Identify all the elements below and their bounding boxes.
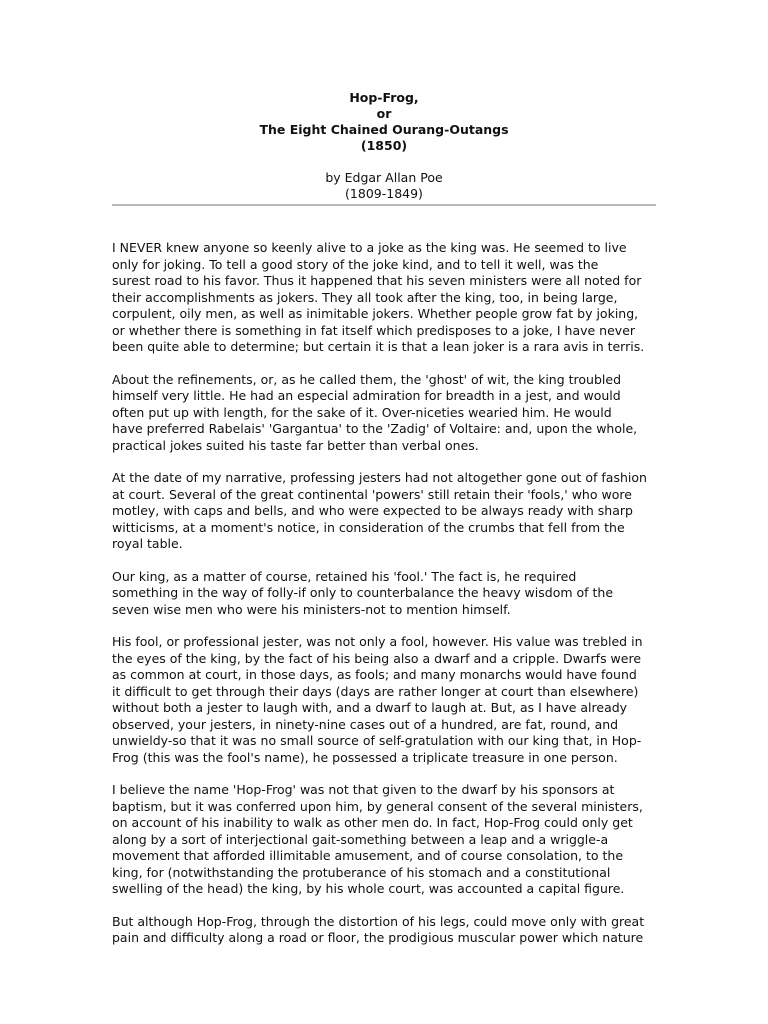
paragraph-line: I believe the name 'Hop-Frog' was not that given to the dwarf by his sponsors at (112, 782, 615, 797)
paragraph-line: At the date of my narrative, professing jesters had not altogether gone out of fashion (112, 470, 647, 485)
paragraph-line: unwieldy-so that it was no small source of self-gratulation with our king that, in Hop- (112, 733, 642, 748)
paragraph-line: often put up with length, for the sake of it. Over-niceties wearied him. He would (112, 404, 612, 420)
paragraph-line: been quite able to determine; but certain it is that a lean joker is a rara avis in terris. (112, 339, 645, 354)
paragraph-line: something in the way of folly-if only to counterbalance the heavy wisdom of the (112, 585, 614, 600)
story-paragraph (112, 240, 656, 356)
paragraph-line: swelling of the head) the king, by his whole court, was accounted a capital figure. (112, 881, 625, 896)
story-paragraph (112, 372, 656, 455)
paragraph-line: at court. Several of the great continental 'powers' still retain their 'fools,' who wore (112, 486, 632, 502)
paragraph-line: movement that afforded illimitable amusement, and of course consolation, to the (112, 848, 624, 863)
paragraph-line: only for joking. To tell a good story of the joke kind, and to tell it well, was the (112, 256, 599, 272)
paragraph-line: Frog (this was the fool's name), he possessed a triplicate treasure in one person. (112, 749, 618, 765)
story-paragraph (112, 634, 656, 766)
paragraph-line: have preferred Rabelais' 'Gargantua' to the 'Zadig' of Voltaire: and, upon the whole, (112, 421, 638, 436)
paragraph-line: along by a sort of interjectional gait-something between a leap and a wriggle-a (112, 831, 609, 847)
paragraph-line: baptism, but it was conferred upon him, by general consent of the several ministers, (112, 798, 643, 814)
paragraph-line: the eyes of the king, by the fact of his being also a dwarf and a cripple. Dwarfs were (112, 650, 642, 666)
paragraph-line: I NEVER knew anyone so keenly alive to a joke as the king was. He seemed to live (112, 240, 627, 255)
paragraph-line: surest road to his favor. Thus it happened that his seven ministers were all noted for (112, 273, 642, 288)
paragraph-line: seven wise men who were his ministers-not to mention himself. (112, 601, 511, 617)
paragraph-line: or whether there is something in fat itself which predisposes to a joke, I have never (112, 322, 636, 338)
paragraph-line: their accomplishments as jokers. They all took after the king, too, in being large, (112, 289, 618, 305)
title-block (112, 90, 656, 154)
paragraph-line: Our king, as a matter of course, retained his 'fool.' The fact is, he required (112, 568, 577, 584)
paragraph-line: king, for (notwithstanding the protuberance of his stomach and a constitutional (112, 864, 611, 880)
paragraph-line: observed, your jesters, in ninety-nine cases out of a hundred, are fat, round, and (112, 716, 619, 732)
paragraph-line: as common at court, in those days, as fools; and many monarchs would have found (112, 667, 637, 682)
story-body (112, 240, 656, 947)
title-line-4: (1850) (360, 138, 408, 153)
story-paragraph (112, 782, 656, 898)
document-page (112, 90, 656, 963)
paragraph-line: without both a jester to laugh with, and a dwarf to laugh at. But, as I have already (112, 700, 628, 715)
paragraph-line: himself very little. He had an especial admiration for breadth in a jest, and would (112, 388, 621, 403)
author-lifespan: (1809-1849) (345, 186, 423, 201)
author-byline: by Edgar Allan Poe (325, 170, 443, 185)
paragraph-line: But although Hop-Frog, through the distortion of his legs, could move only with great (112, 913, 645, 929)
story-paragraph (112, 569, 656, 619)
title-line-1: Hop-Frog, (349, 90, 419, 105)
paragraph-line: on account of his inability to walk as other men do. In fact, Hop-Frog could only get (112, 815, 633, 830)
title-line-2: or (376, 106, 392, 121)
paragraph-line: corpulent, oily men, as well as inimitable jokers. Whether people grow fat by joking, (112, 306, 639, 321)
paragraph-line: witticisms, at a moment's notice, in consideration of the crumbs that fell from the (112, 519, 625, 535)
paragraph-line: practical jokes suited his taste far better than verbal ones. (112, 437, 479, 453)
paragraph-line: royal table. (112, 536, 183, 551)
byline-block (112, 170, 656, 202)
paragraph-line: pain and difficulty along a road or floor, the prodigious muscular power which nature (112, 930, 644, 945)
story-paragraph (112, 914, 656, 947)
paragraph-line: About the refinements, or, as he called them, the 'ghost' of wit, the king troubled (112, 371, 622, 387)
paragraph-line: it difficult to get through their days (days are rather longer at court than elsewhere) (112, 683, 639, 699)
paragraph-line: motley, with caps and bells, and who were expected to be always ready with sharp (112, 503, 633, 518)
story-paragraph (112, 470, 656, 553)
paragraph-line: His fool, or professional jester, was not only a fool, however. His value was trebled in (112, 634, 643, 649)
title-line-3: The Eight Chained Ourang-Outangs (259, 122, 509, 137)
header-divider (112, 204, 656, 206)
